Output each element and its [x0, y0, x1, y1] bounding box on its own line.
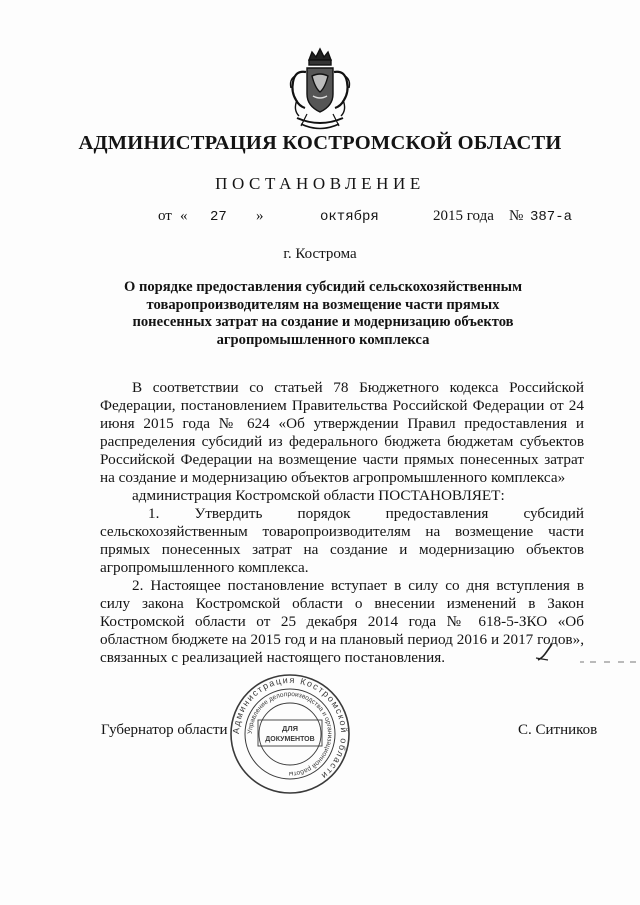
date-month: октября: [320, 209, 379, 225]
stamp-outer-text: Администрация Костромской области: [230, 674, 350, 782]
svg-text:Управление делопроизводства и: [247, 691, 333, 777]
signatory-title: Губернатор области: [101, 722, 228, 738]
signatory-name: С. Ситников: [518, 722, 598, 738]
stamp-inner-text: Управление делопроизводства и организационной работы: [246, 690, 334, 778]
coat-of-arms-emblem-icon: [287, 46, 353, 136]
organization-title: АДМИНИСТРАЦИЯ КОСТРОМСКОЙ ОБЛАСТИ: [78, 132, 562, 154]
date-prefix: от: [158, 208, 172, 224]
official-stamp: [228, 672, 352, 796]
date-year: 2015 года: [433, 208, 494, 224]
body-paragraph-3: 1. Утвердить порядок предоставления субсидий сельскохозяйственным товаропроизводителям на возмещение части прямых понесенных затрат на создание и модернизацию объектов агропромышленного комплекса.: [100, 505, 584, 576]
city-name: г. Кострома: [283, 246, 357, 262]
date-open-quote: «: [180, 208, 188, 224]
body-paragraph-2: администрация Костромской области ПОСТАНОВЛЯЕТ:: [132, 487, 505, 504]
body-paragraph-4: 2. Настоящее постановление вступает в силу со дня вступления в силу закона Костромской области о внесении изменений в Закон Костромской области от 25 декабря 2014 года № 618-5-ЗКО «Об областном бюджете на 2015 год и на плановый период 2016 и 2017 годов», связанных с реализацией настоящего постановления.: [100, 577, 584, 666]
body-paragraph-1: В соответствии со статьей 78 Бюджетного кодекса Российской Федерации, постановлением Правительства Российской Федерации от 24 июня 2015 года № 624 «Об утверждении Правил предоставления и распределения субсидий из федерального бюджета бюджетам субъектов Российской Федерации на возмещение части прямых понесенных затрат на создание и модернизацию объектов агропромышленного комплекса»: [100, 379, 584, 486]
document-type-heading: ПОСТАНОВЛЕНИЕ: [215, 174, 425, 193]
date-close-quote: »: [256, 208, 264, 224]
document-subject: О порядке предоставления субсидий сельскохозяйственным товаропроизводителям на возмещение части прямых понесенных затрат на создание и модернизацию объектов агропромышленного комплекса: [123, 279, 523, 348]
doc-number-sign: №: [509, 208, 524, 224]
stamp-center-line-1: ДЛЯ: [282, 724, 298, 733]
handwritten-mark: [530, 638, 640, 668]
stamp-center-line-2: ДОКУМЕНТОВ: [265, 736, 315, 743]
date-day: 27: [210, 209, 227, 225]
document-body: [100, 379, 584, 667]
doc-number: 387-а: [530, 209, 573, 225]
